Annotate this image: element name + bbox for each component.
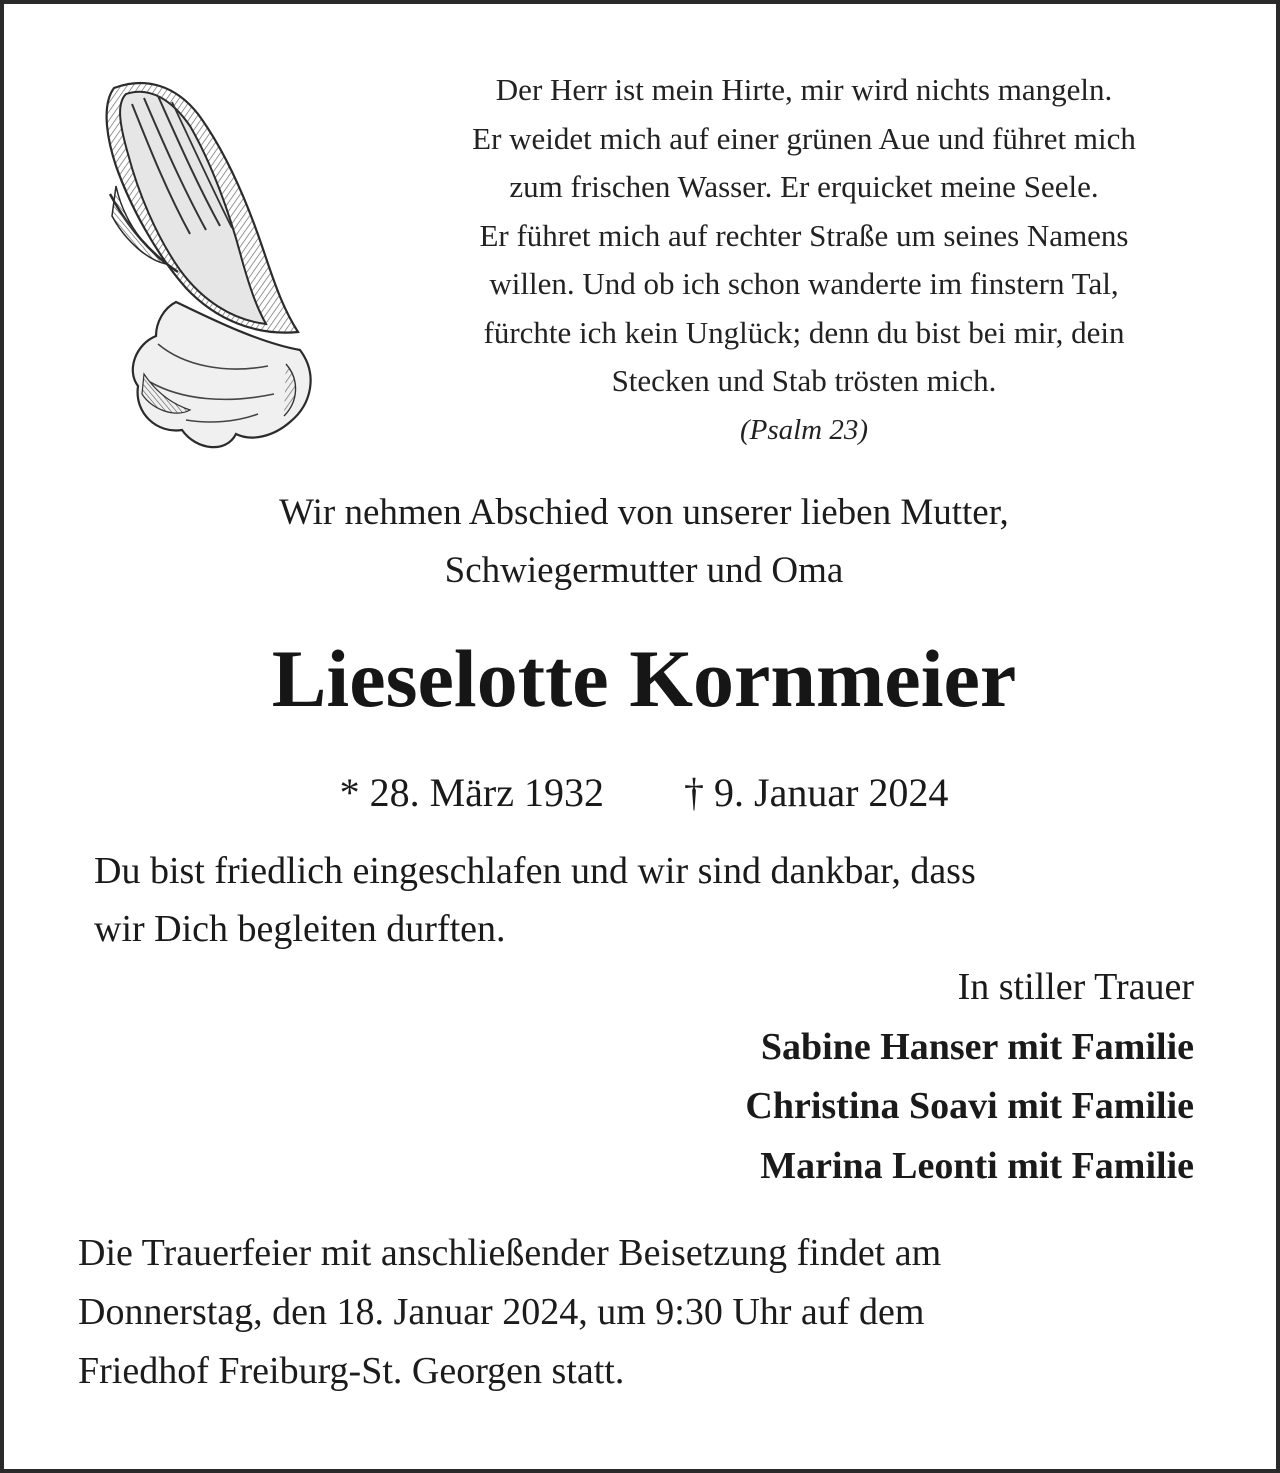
funeral-line: Die Trauerfeier mit anschließender Beisetzung findet am bbox=[78, 1232, 942, 1274]
psalm-reference: (Psalm 23) bbox=[739, 413, 869, 446]
farewell-line: Schwiegermutter und Oma bbox=[444, 550, 844, 591]
farewell-line: Wir nehmen Abschied von unserer lieben Mutter, bbox=[279, 492, 1009, 533]
psalm-line: Stecken und Stab trösten mich. bbox=[611, 363, 997, 398]
psalm-line: Er weidet mich auf einer grünen Aue und führet mich bbox=[472, 120, 1136, 156]
psalm-line: fürchte ich kein Unglück; denn du bist bei mir, dein bbox=[483, 314, 1125, 350]
dedication-text bbox=[94, 842, 1214, 958]
dedication-line: Du bist friedlich eingeschlafen und wir sind dankbar, dass bbox=[94, 850, 976, 892]
psalm-line: Er führet mich auf rechter Straße um seines Namens bbox=[479, 217, 1129, 253]
praying-hands-icon bbox=[86, 74, 398, 454]
deceased-name: Lieselotte Kornmeier bbox=[271, 633, 1017, 724]
funeral-line: Friedhof Freiburg-St. Georgen statt. bbox=[78, 1350, 625, 1392]
funeral-line: Donnerstag, den 18. Januar 2024, um 9:30 Uhr auf dem bbox=[78, 1291, 925, 1333]
psalm-line: zum frischen Wasser. Er erquicket meine Seele. bbox=[509, 169, 1099, 204]
dedication-line: wir Dich begleiten durften. bbox=[94, 908, 506, 950]
death-date: † 9. Januar 2024 bbox=[684, 770, 949, 815]
mourning-intro: In stiller Trauer bbox=[957, 966, 1194, 1008]
funeral-info bbox=[78, 1224, 1208, 1401]
life-dates bbox=[44, 764, 1244, 822]
mourners-block bbox=[404, 958, 1194, 1196]
psalm-line: willen. Und ob ich schon wanderte im finstern Tal, bbox=[489, 266, 1119, 301]
psalm-quote bbox=[404, 66, 1204, 454]
psalm-line: Der Herr ist mein Hirte, mir wird nichts mangeln. bbox=[495, 72, 1113, 107]
farewell-text bbox=[64, 484, 1224, 600]
mourner-family: Marina Leonti mit Familie bbox=[760, 1144, 1194, 1187]
mourner-family: Christina Soavi mit Familie bbox=[745, 1085, 1194, 1127]
birth-date: * 28. März 1932 bbox=[339, 770, 604, 815]
mourner-family: Sabine Hanser mit Familie bbox=[760, 1025, 1194, 1068]
